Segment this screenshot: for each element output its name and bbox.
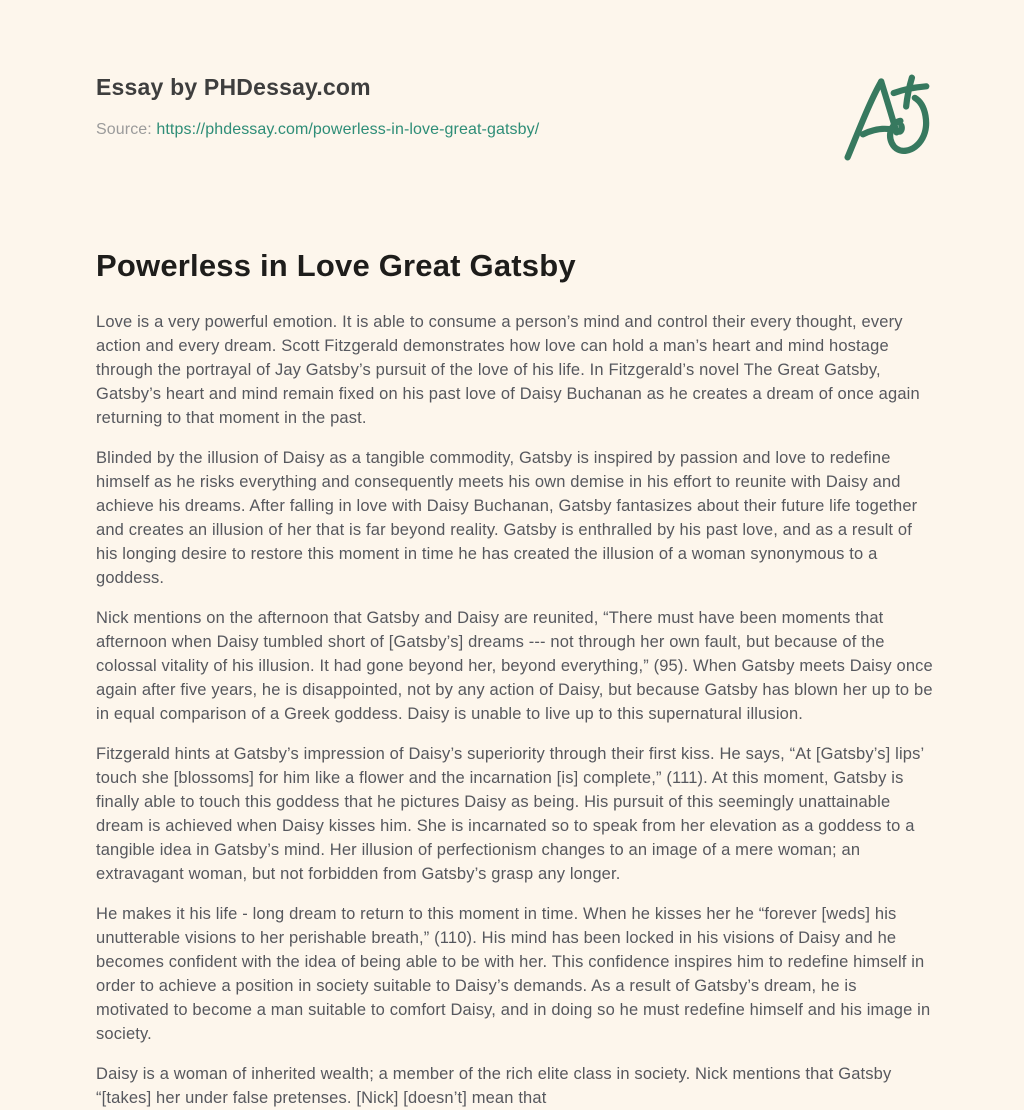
essay-paragraph: He makes it his life - long dream to return to this moment in time. When he kisses her he “forever [weds] his unutterable visions to her perishable breath,” (110). His mind has been locked in his visions of Daisy and he becomes confident with the idea of being able to be with her. This confidence inspires him to redefine himself in order to achieve a position in society suitable to Daisy’s demands. As a result of Gatsby’s dream, he is motivated to become a man suitable to comfort Daisy, and in doing so he must redefine himself and his image in society. — [96, 905, 931, 1043]
essay-paragraph: Fitzgerald hints at Gatsby’s impression of Daisy’s superiority through their first kiss. He says, “At [Gatsby’s] lips’ touch she [blossoms] for him like a flower and the incarnation [is] complete,” (111). At this moment, Gatsby is finally able to touch this goddess that he pictures Daisy as being. His pursuit of this seemingly unattainable dream is achieved when Daisy kisses him. She is incarnated so to speak from her elevation as a goddess to a tangible idea in Gatsby’s mind. Her illusion of perfectionism changes to an image of a mere woman; an extravagant woman, but not forbidden from Gatsby’s grasp any longer. — [96, 745, 924, 883]
essay-byline: Essay by PHDessay.com — [96, 74, 371, 100]
essay-paragraph: Blinded by the illusion of Daisy as a tangible commodity, Gatsby is inspired by passion and love to redefine himself as he risks everything and consequently meets his own demise in his effort to reunite with Daisy and achieve his dreams. After falling in love with Daisy Buchanan, Gatsby fantasizes about their future life together and creates an illusion of her that is far beyond reality. Gatsby is enthralled by his past love, and as a result of his longing desire to restore this moment in time he has created the illusion of a woman synonymous to a goddess. — [96, 449, 918, 587]
essay-body — [96, 310, 934, 1110]
source-label: Source: — [96, 121, 152, 138]
header-text-block — [96, 74, 539, 139]
essay-title: Powerless in Love Great Gatsby — [96, 248, 576, 283]
essay-paragraph: Love is a very powerful emotion. It is able to consume a person’s mind and control their every thought, every action and every dream. Scott Fitzgerald demonstrates how love can hold a man’s heart and mind hostage through the portrayal of Jay Gatsby’s pursuit of the love of his life. In Fitzgerald’s novel The Great Gatsby, Gatsby’s heart and mind remain fixed on his past love of Daisy Buchanan as he creates a dream of once again returning to that moment in the past. — [96, 313, 920, 427]
essay-paragraph: Nick mentions on the afternoon that Gatsby and Daisy are reunited, “There must have been moments that afternoon when Daisy tumbled short of [Gatsby’s] dreams --- not through her own fault, but because of the colossal vitality of his illusion. It had gone beyond her, beyond everything,” (95). When Gatsby meets Daisy once again after five years, he is disappointed, not by any action of Daisy, but because Gatsby has blown her up to be in equal comparison of a Greek goddess. Daisy is unable to live up to this supernatural illusion. — [96, 609, 933, 723]
phdessay-a-plus-logo-icon — [838, 70, 934, 166]
source-url-link[interactable]: https://phdessay.com/powerless-in-love-great-gatsby/ — [156, 121, 540, 138]
source-line — [96, 121, 539, 139]
essay-paragraph: Daisy is a woman of inherited wealth; a member of the rich elite class in society. Nick mentions that Gatsby “[takes] her under false pretenses. [Nick] [doesn’t] mean that — [96, 1065, 892, 1107]
page-header — [96, 74, 934, 166]
